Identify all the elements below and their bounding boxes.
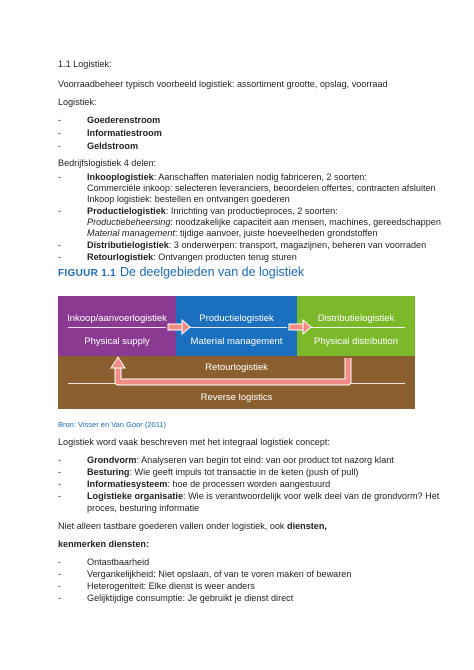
diensten-text: Niet alleen tastbare goederen vallen onder logistiek, ook [58,521,288,531]
part-desc: : 3 onderwerpen: transport, magazijnen, beheren van voorraden [168,240,427,250]
concept-desc: : Wie geeft impuls tot transactie in de keten (push of pull) [129,467,359,477]
concept-item [87,491,439,502]
figure-title [58,265,304,279]
physical-distribution-label: Physical distribution [314,336,398,347]
logistiek-label: Logistiek: [58,97,97,107]
concept-desc: : hoe de processen worden aangestuurd [167,479,331,489]
part-sub-name: Material management [87,228,175,238]
material-management-label: Material management [190,336,283,347]
bullet-dash: - [58,240,62,250]
figure-caption: De deelgebieden van de logistiek [120,265,305,279]
distributie-title: Distributielogistiek [317,313,395,324]
concept-name: Grondvorm [87,455,137,465]
bedrijfslogistiek-label: Bedrijfslogistiek 4 delen: [58,158,157,168]
retour-title: Retourlogistiek [205,362,268,373]
bullet-dash: - [58,557,62,567]
productie-title: Productielogistiek [199,313,274,324]
part-item [87,206,338,217]
inkoop-title: Inkoop/aanvoerlogistiek [67,313,167,324]
arrow-productie-to-distributie [289,320,311,334]
part-sub-desc: : tijdige aanvoer, juiste hoeveelheden grondstoffen [174,228,378,238]
kenmerk-item: Vergankelijkheid: Niet opslaan, of van te voren maken of bewaren [87,569,352,579]
part-desc: : Inrichting van productieproces, 2 soorten: [165,206,338,216]
concept-name: Besturing [87,467,130,477]
bullet-dash: - [58,252,62,262]
bullet-dash: - [58,467,62,477]
kenmerk-item: Heterogeniteit: Elke dienst is weer anders [87,581,255,591]
bullet-dash: - [58,569,62,579]
kenmerk-item: Gelijktijdige consumptie: Je gebruikt je dienst direct [87,593,294,603]
part-sub: Commerciële inkoop: selecteren leveranciers, beoordelen offertes, contracten afsluiten [87,183,436,193]
bullet-dash: - [58,455,62,465]
intro-text: Voorraadbeheer typisch voorbeeld logistiek: assortiment grootte, opslag, voorraad [58,79,388,89]
part-sub: Inkoop logistiek: bestellen en ontvangen goederen [87,194,290,204]
bullet-dash: - [58,491,62,501]
stream-item: Goederenstroom [87,115,161,125]
part-sub-name: Productiebeheersing [87,217,171,227]
concept-item [87,455,394,466]
concept-name: Informatiesysteem [87,479,168,489]
bullet-dash: - [58,172,62,182]
section-heading: 1.1 Logistiek: [58,59,112,69]
diensten-intro [58,521,327,532]
bullet-dash: - [58,141,62,151]
bullet-dash: - [58,128,62,138]
part-sub [87,228,378,239]
bullet-dash: - [58,115,62,125]
integraal-intro: Logistiek word vaak beschreven met het integraal logistiek concept: [58,437,330,447]
kenmerk-item: Ontastbaarheid [87,557,150,567]
stream-item: Informatiestroom [87,128,162,138]
concept-name: Logistieke organisatie [87,491,184,501]
bullet-dash: - [58,479,62,489]
bullet-dash: - [58,206,62,216]
logistics-diagram [58,296,415,409]
figure-source: Bron: Visser en Van Goor (2011) [58,420,166,429]
figure-label: FIGUUR 1.1 [58,268,117,279]
part-sub [87,217,441,228]
concept-desc: : Analyseren van begin tot eind: van oor product tot nazorg klant [136,455,394,465]
concept-continuation: proces, besturing informatie [87,503,200,513]
concept-item [87,479,330,490]
arrow-return-loop [111,357,348,382]
physical-supply-label: Physical supply [84,336,150,347]
part-item [87,172,367,183]
reverse-logistics-label: Reverse logistics [200,392,273,403]
part-name: Distributielogistiek [87,240,169,250]
stream-item: Geldstroom [87,141,139,151]
diensten-bold: diensten, [287,521,327,531]
kenmerken-label: kenmerken diensten: [58,539,149,549]
arrow-inkoop-to-productie [168,320,190,334]
part-desc: : Aanschaffen materialen nodig fabriceren, 2 soorten: [153,172,367,182]
bullet-dash: - [58,593,62,603]
part-desc: : Ontvangen producten terug sturen [153,252,297,262]
part-item [87,240,426,251]
bullet-dash: - [58,581,62,591]
concept-item [87,467,358,478]
part-name: Retourlogistiek [87,252,154,262]
concept-desc: : Wie is verantwoordelijk voor welk deel van de grondvorm? Het [183,491,440,501]
flow-arrows [58,296,415,409]
part-sub-desc: : noodzakelijke capaciteit aan mensen, machines, gereedschappen [170,217,441,227]
part-item [87,252,297,263]
part-name: Inkooplogistiek [87,172,154,182]
part-name: Productielogistiek [87,206,166,216]
